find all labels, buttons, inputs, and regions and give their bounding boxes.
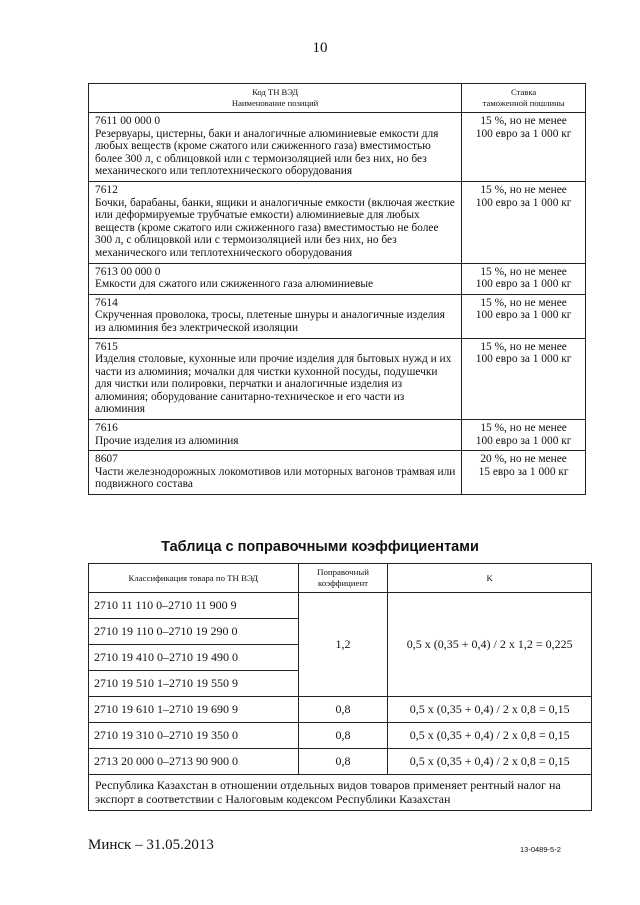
tn-ved-code: 8607 — [95, 453, 118, 466]
table-row — [89, 697, 592, 723]
tn-ved-range: 2710 11 110 0–2710 11 900 9 — [89, 593, 299, 619]
rate-cell — [462, 113, 586, 182]
table-row — [89, 338, 586, 420]
tn-ved-code: 7612 — [95, 183, 118, 196]
header-rate-cell — [462, 84, 586, 113]
rate-line-2: 100 евро за 1 000 кг — [475, 196, 572, 209]
header-rate-line-2: таможенной пошлины — [482, 98, 565, 108]
rate-cell — [462, 338, 586, 420]
rate-line-2: 100 евро за 1 000 кг — [475, 353, 572, 366]
k-formula: 0,5 x (0,35 + 0,4) / 2 x 0,8 = 0,15 — [388, 749, 592, 775]
rate-line-1: 15 %, но не менее — [480, 115, 567, 127]
table-row — [89, 420, 586, 451]
tn-ved-range: 2713 20 000 0–2713 90 900 0 — [89, 749, 299, 775]
header-coefficient-line-1: Поправочный — [317, 567, 369, 577]
position-cell — [89, 338, 462, 420]
header-coefficient-cell — [298, 564, 388, 593]
header-code: Код ТН ВЭД — [252, 87, 299, 97]
position-cell — [89, 451, 462, 495]
tn-ved-range: 2710 19 310 0–2710 19 350 0 — [89, 723, 299, 749]
k-formula: 0,5 x (0,35 + 0,4) / 2 x 0,8 = 0,15 — [388, 723, 592, 749]
table-row — [89, 749, 592, 775]
position-name: Скрученная проволока, тросы, плетеные шнуры и аналогичные изделия из алюминия без электрической изоляции — [95, 309, 445, 334]
footer-place-date: Минск – 31.05.2013 — [88, 837, 214, 853]
rate-line-2: 100 евро за 1 000 кг — [475, 278, 572, 291]
tn-ved-code: 7613 00 000 0 — [95, 265, 161, 278]
position-cell — [89, 113, 462, 182]
tn-ved-range: 2710 19 510 1–2710 19 550 9 — [89, 671, 299, 697]
tn-ved-range: 2710 19 410 0–2710 19 490 0 — [89, 645, 299, 671]
rate-cell — [462, 451, 586, 495]
position-cell — [89, 181, 462, 263]
coef-table — [88, 563, 592, 811]
rate-cell — [462, 294, 586, 338]
coefficient-value: 0,8 — [298, 723, 388, 749]
k-formula: 0,5 x (0,35 + 0,4) / 2 x 1,2 = 0,225 — [388, 593, 592, 697]
position-name: Емкости для сжатого или сжиженного газа алюминиевые — [95, 278, 374, 291]
rate-line-2: 15 евро за 1 000 кг — [478, 465, 569, 478]
position-cell — [89, 294, 462, 338]
rate-cell — [462, 420, 586, 451]
rate-line-1: 15 %, но не менее — [480, 422, 567, 435]
table-row — [89, 263, 586, 294]
position-name: Части железнодорожных локомотивов или моторных вагонов трамвая или подвижного состава — [95, 465, 456, 491]
position-name: Бочки, барабаны, банки, ящики и аналогичные емкости (включая жесткие или деформируемые трубчатые емкости) алюминиевые для любых веществ (кроме сжатого или сжиженного газа) вместимостью не более 300 л, с облицовкой или с термоизоляцией или без них, но без механического или теплотехнического оборудования — [95, 196, 455, 259]
table-row — [89, 451, 586, 495]
position-cell — [89, 263, 462, 294]
tn-ved-code: 7611 00 000 0 — [95, 115, 161, 127]
coefficient-value: 1,2 — [298, 593, 388, 697]
footer-document-code: 13-0489-5-2 — [520, 845, 561, 854]
rate-line-2: 100 евро за 1 000 кг — [475, 434, 572, 447]
table-row — [89, 113, 586, 182]
table-row — [89, 294, 586, 338]
rate-line-1: 15 %, но не менее — [480, 340, 567, 353]
table-row — [89, 723, 592, 749]
tn-ved-code: 7614 — [95, 296, 118, 309]
rate-line-2: 100 евро за 1 000 кг — [475, 309, 572, 322]
rate-line-1: 15 %, но не менее — [480, 265, 567, 278]
position-name: Резервуары, цистерны, баки и аналогичные алюминиевые емкости для любых веществ (кроме сжатого или сжиженного газа) вместимостью более 300 л, с облицовкой или с термоизоляцией или без них, но без механического или теплотехнического оборудования — [95, 127, 439, 178]
coefficient-value: 0,8 — [298, 749, 388, 775]
note-row — [89, 775, 592, 811]
coef-table-header — [89, 564, 592, 593]
header-rate-line-1: Ставка — [510, 87, 537, 97]
tn-ved-code: 7615 — [95, 340, 118, 353]
k-formula: 0,5 x (0,35 + 0,4) / 2 x 0,8 = 0,15 — [388, 697, 592, 723]
tariff-table — [88, 83, 586, 495]
rate-cell — [462, 263, 586, 294]
header-k: K — [388, 564, 592, 593]
kazakhstan-note: Республика Казахстан в отношении отдельных видов товаров применяет рентный налог на экспорт в соответствии с Налоговым кодексом Республики Казахстан — [89, 775, 592, 811]
rate-cell — [462, 181, 586, 263]
tariff-table-header — [89, 84, 586, 113]
tn-ved-code: 7616 — [95, 422, 118, 435]
rate-line-1: 15 %, но не менее — [480, 296, 567, 309]
rate-line-1: 20 %, но не менее — [480, 453, 567, 466]
coef-table-title: Таблица с поправочными коэффициентами — [161, 539, 479, 555]
header-coefficient-line-2: коэффициент — [318, 578, 369, 588]
header-classification: Классификация товара по ТН ВЭД — [89, 564, 299, 593]
position-cell — [89, 420, 462, 451]
tn-ved-range: 2710 19 110 0–2710 19 290 0 — [89, 619, 299, 645]
page-number: 10 — [312, 40, 328, 56]
header-code-name-cell — [89, 84, 462, 113]
table-row — [89, 181, 586, 263]
rate-line-1: 15 %, но не менее — [480, 183, 567, 196]
tn-ved-range: 2710 19 610 1–2710 19 690 9 — [89, 697, 299, 723]
rate-line-2: 100 евро за 1 000 кг — [475, 127, 572, 140]
coefficient-value: 0,8 — [298, 697, 388, 723]
table-row — [89, 593, 592, 619]
position-name: Прочие изделия из алюминия — [95, 434, 239, 447]
position-name: Изделия столовые, кухонные или прочие изделия для бытовых нужд и их части из алюминия; мочалки для чистки кухонной посуды, подушечки для чистки или полировки, перчатки и аналогичные изделия из алюминия; оборудование санитарно-техническое и его части из алюминия — [95, 353, 452, 416]
header-name: Наименование позиций — [231, 98, 319, 108]
